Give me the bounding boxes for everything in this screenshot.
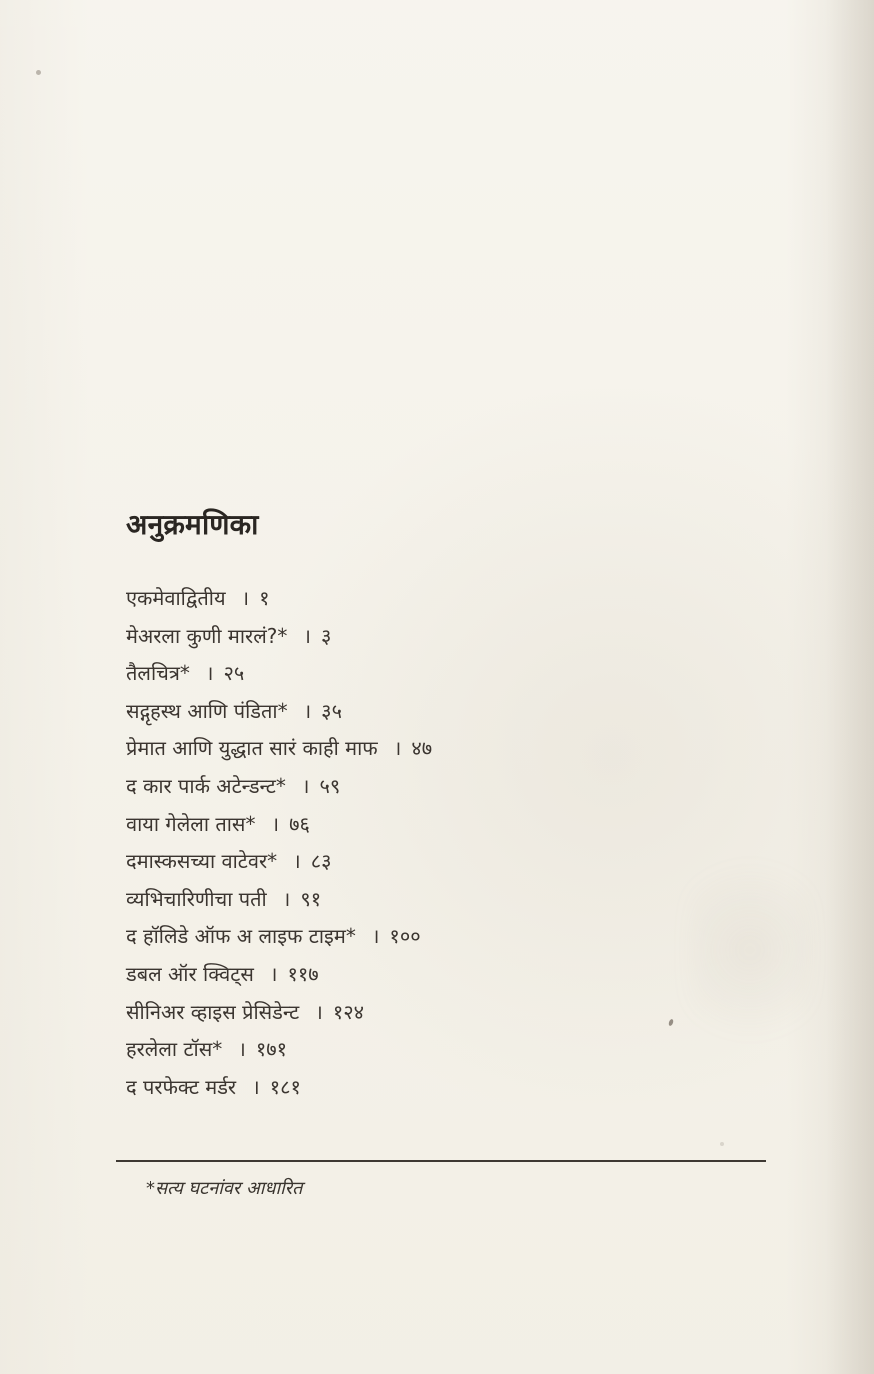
entry-separator: । (393, 736, 402, 761)
entry-separator: । (303, 623, 311, 648)
entry-separator: । (371, 924, 380, 949)
toc-entry (126, 918, 626, 956)
entry-title: व्यभिचारिणीचा पती (126, 886, 267, 911)
entry-title: द हॉलिडे ऑफ अ लाइफ टाइम* (126, 924, 356, 949)
entry-separator: । (301, 773, 310, 798)
entry-page-number: ४७ (411, 736, 433, 761)
toc-entry (126, 994, 626, 1032)
contents-heading: अनुक्रमणिका (126, 508, 259, 541)
entry-page-number: ९१ (300, 886, 322, 911)
entry-title: द परफेक्ट मर्डर (126, 1074, 237, 1099)
entry-title: वाया गेलेला तास* (126, 811, 256, 836)
entry-separator: । (252, 1074, 260, 1099)
entry-title: द कार पार्क अटेन्डन्ट* (126, 773, 286, 798)
entry-page-number: १२४ (332, 999, 365, 1024)
entry-separator: । (269, 961, 278, 986)
paper-speck (36, 70, 41, 75)
entry-page-number: ५९ (319, 773, 341, 798)
toc-entry (126, 580, 626, 618)
entry-separator: । (303, 698, 312, 723)
entry-title: तैलचित्र* (126, 661, 190, 686)
entry-page-number: ७६ (289, 811, 310, 836)
toc-entry (126, 1069, 626, 1107)
entry-separator: । (271, 811, 280, 836)
table-of-contents (126, 580, 626, 1106)
toc-entry (126, 806, 626, 844)
entry-page-number: ८३ (310, 849, 332, 874)
page-edge-shadow (826, 0, 874, 1374)
entry-page-number: २५ (223, 661, 245, 686)
toc-entry (126, 843, 626, 881)
entry-separator: । (238, 1037, 246, 1062)
toc-entry (126, 768, 626, 806)
entry-title: प्रेमात आणि युद्धात सारं काही माफ (126, 736, 378, 761)
entry-title: एकमेवाद्वितीय (126, 586, 226, 610)
paper-speck (720, 1142, 724, 1146)
entry-title: दमास्कसच्या वाटेवर* (126, 849, 278, 874)
entry-page-number: १८१ (269, 1074, 301, 1099)
entry-page-number: १ (259, 586, 270, 610)
entry-separator: । (205, 661, 214, 686)
footnote-divider (116, 1160, 766, 1162)
entry-title: डबल ऑर क्विट्स (126, 961, 254, 986)
footnote-text: *सत्य घटनांवर आधारित (146, 1178, 303, 1199)
entry-page-number: ३५ (321, 698, 342, 723)
toc-entry (126, 1031, 626, 1069)
toc-entry (126, 655, 626, 693)
bleed-through-texture (690, 840, 810, 1060)
entry-separator: । (282, 886, 291, 911)
toc-entry (126, 881, 626, 919)
toc-entry (126, 956, 626, 994)
entry-separator: । (293, 849, 301, 874)
toc-entry (126, 618, 626, 656)
entry-page-number: १०० (389, 924, 421, 949)
entry-title: सद्गृहस्थ आणि पंडिता* (126, 698, 288, 723)
entry-page-number: १७१ (255, 1037, 288, 1062)
entry-title: मेअरला कुणी मारलं?* (126, 623, 288, 648)
entry-page-number: ३ (320, 623, 332, 648)
entry-title: सीनिअर व्हाइस प्रेसिडेन्ट (126, 999, 300, 1024)
entry-title: हरलेला टॉस* (126, 1037, 223, 1062)
toc-entry (126, 693, 626, 731)
toc-entry (126, 730, 626, 768)
entry-separator: । (315, 999, 323, 1024)
entry-separator: । (241, 586, 250, 610)
entry-page-number: ११७ (287, 961, 319, 986)
paper-speck (668, 1019, 674, 1027)
